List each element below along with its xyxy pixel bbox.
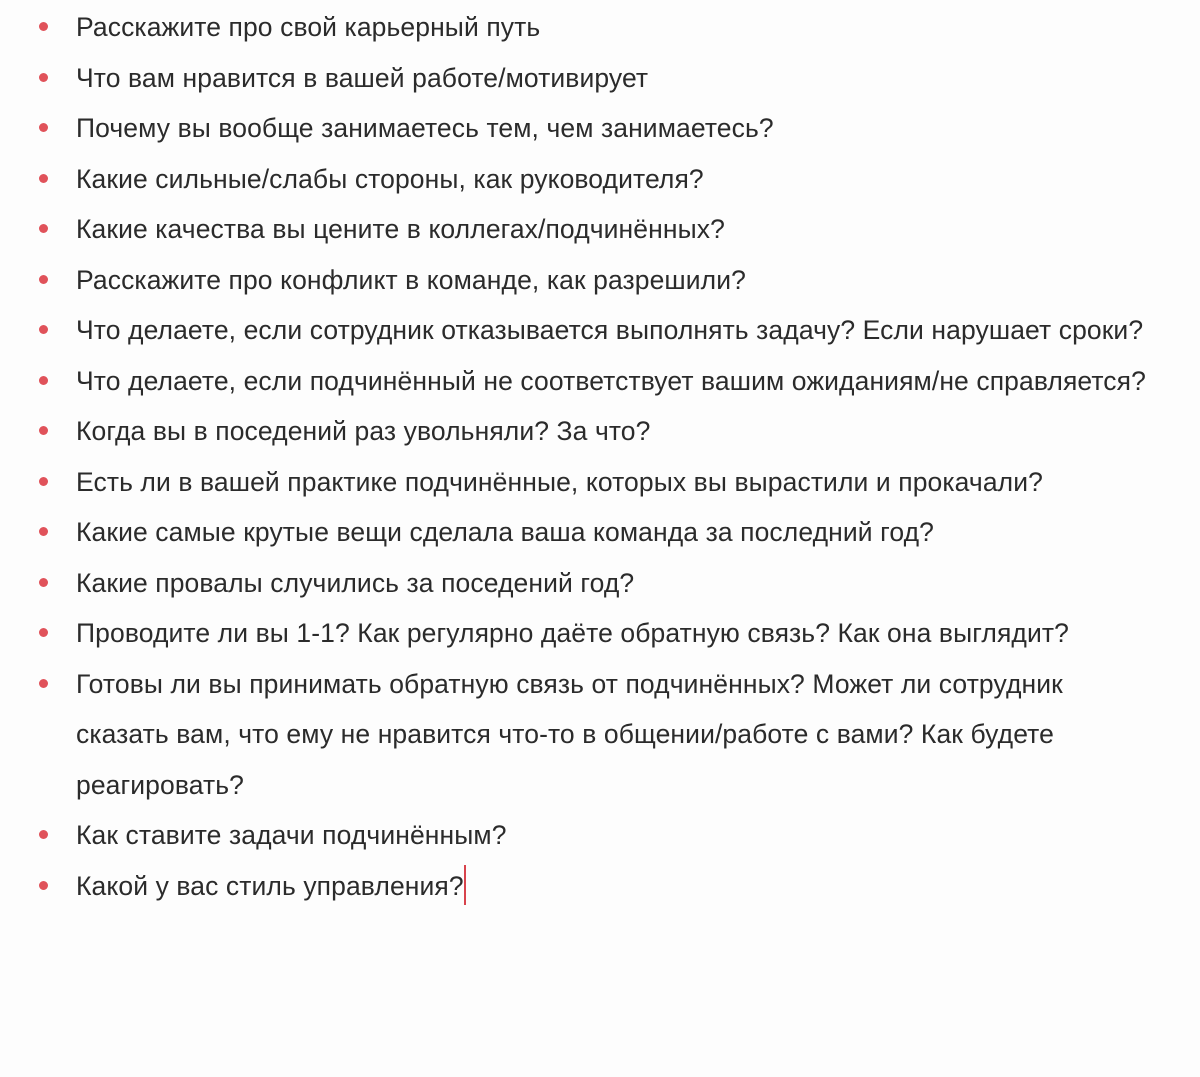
list-item[interactable]: [0, 659, 1200, 811]
list-item-text: Что делаете, если подчинённый не соответствует вашим ожиданиям/не справляется?: [76, 365, 1146, 396]
list-item-text: Какие самые крутые вещи сделала ваша команда за последний год?: [76, 517, 934, 547]
list-item[interactable]: [0, 558, 1200, 609]
list-item-text: Что вам нравится в вашей работе/мотивирует: [76, 62, 649, 93]
list-item[interactable]: [0, 608, 1200, 659]
bullet-icon: [39, 881, 48, 890]
bullet-icon: [39, 224, 48, 233]
bullet-icon: [39, 275, 48, 284]
list-item[interactable]: [0, 255, 1200, 306]
list-item[interactable]: [0, 457, 1200, 508]
list-item-text: Какие качества вы цените в коллегах/подчинённых?: [76, 214, 725, 244]
list-item[interactable]: [0, 204, 1200, 255]
list-item-text: Какой у вас стиль управления?: [76, 870, 464, 901]
bullet-icon: [39, 830, 48, 839]
list-item-text: Готовы ли вы принимать обратную связь от подчинённых? Может ли сотрудник сказать вам, что ему не нравится что-то в общении/работе с вами? Как будете реагировать?: [76, 668, 1063, 800]
list-item-text: Какие провалы случились за поседений год?: [76, 567, 635, 598]
list-item-text: Почему вы вообще занимаетесь тем, чем занимаетесь?: [76, 113, 774, 143]
list-item-text: Какие сильные/слабы стороны, как руководителя?: [76, 163, 704, 194]
list-item[interactable]: [0, 356, 1200, 407]
list-item[interactable]: [0, 810, 1200, 861]
list-item[interactable]: [0, 53, 1200, 104]
bullet-icon: [39, 578, 48, 587]
bullet-icon: [39, 22, 48, 31]
bullet-icon: [39, 477, 48, 486]
list-item-text: Расскажите про свой карьерный путь: [76, 12, 541, 42]
text-cursor: [464, 865, 466, 905]
bullet-icon: [39, 325, 48, 334]
bullet-icon: [39, 376, 48, 385]
list-item-text: Что делаете, если сотрудник отказывается выполнять задачу? Если нарушает сроки?: [76, 315, 1144, 345]
list-item[interactable]: [0, 861, 1200, 912]
list-item[interactable]: [0, 103, 1200, 154]
list-item-text: Расскажите про конфликт в команде, как разрешили?: [76, 264, 746, 295]
bullet-icon: [39, 73, 48, 82]
bullet-icon: [39, 679, 48, 688]
list-item[interactable]: [0, 507, 1200, 558]
list-item-text: Проводите ли вы 1-1? Как регулярно даёте обратную связь? Как она выглядит?: [76, 618, 1069, 648]
list-item[interactable]: [0, 2, 1200, 53]
bullet-icon: [39, 123, 48, 132]
list-item[interactable]: [0, 305, 1200, 356]
list-item-text: Как ставите задачи подчинённым?: [76, 820, 507, 850]
bullet-icon: [39, 527, 48, 536]
bullet-icon: [39, 628, 48, 637]
list-item-text: Когда вы в поседений раз увольняли? За что?: [76, 416, 651, 446]
bullet-icon: [39, 174, 48, 183]
list-item[interactable]: [0, 154, 1200, 205]
question-list: [0, 2, 1200, 911]
list-item[interactable]: [0, 406, 1200, 457]
list-item-text: Есть ли в вашей практике подчинённые, которых вы вырастили и прокачали?: [76, 466, 1043, 497]
bullet-icon: [39, 426, 48, 435]
